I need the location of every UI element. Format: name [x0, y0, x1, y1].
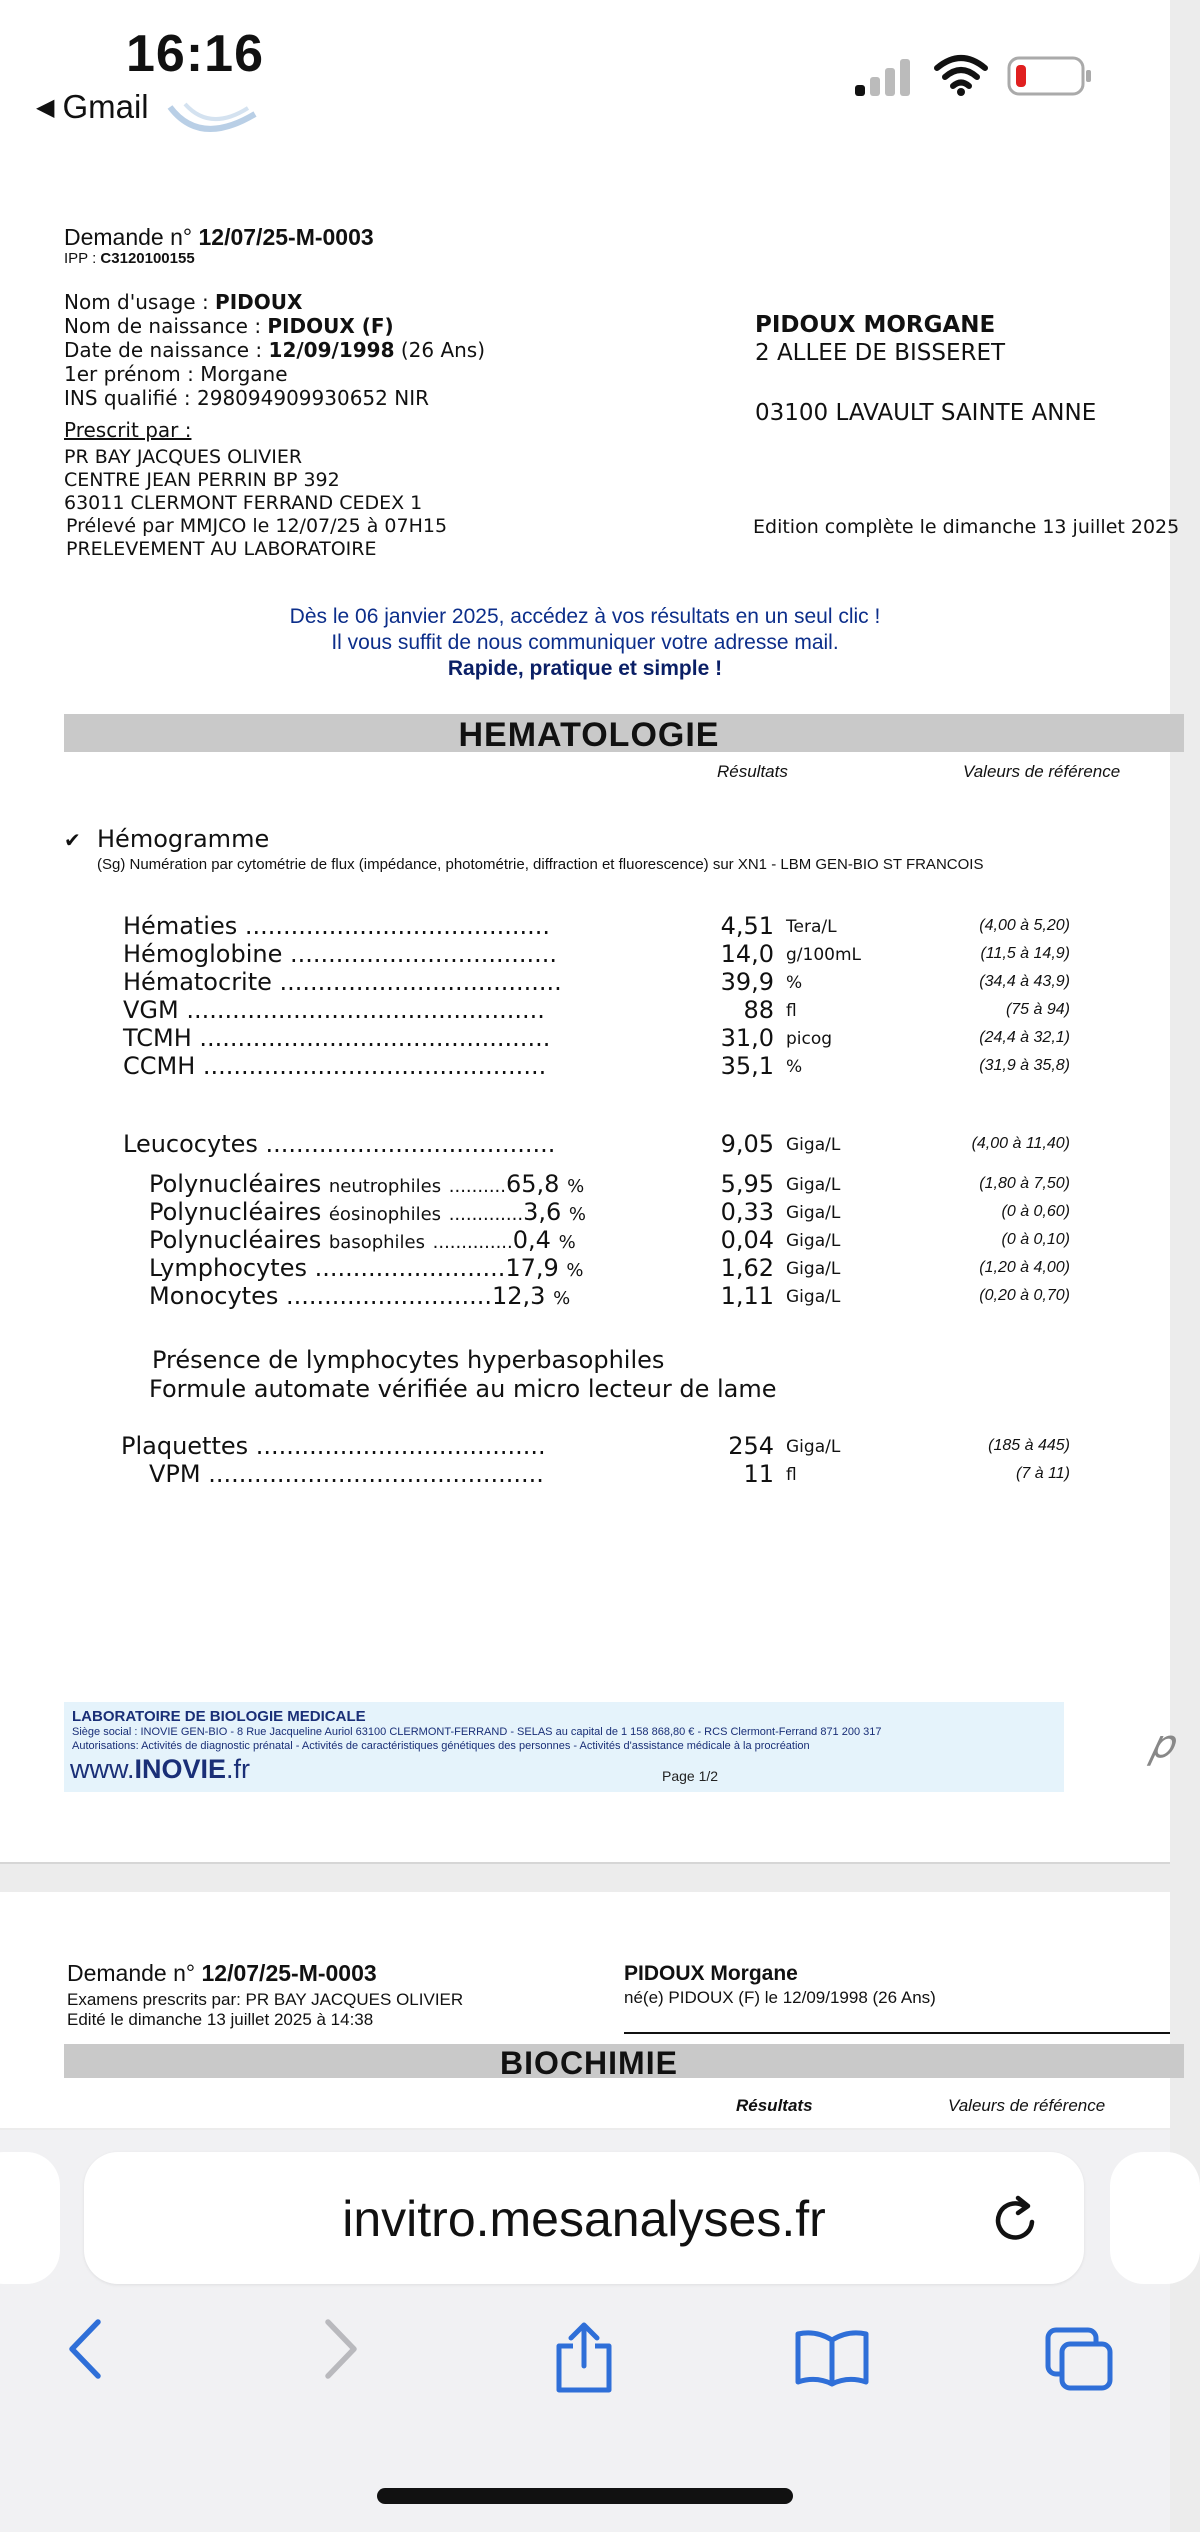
wifi-icon: [935, 54, 987, 96]
preleve-par: Prélevé par MMJCO le 12/07/25 à 07H15: [66, 515, 448, 537]
home-indicator[interactable]: [377, 2488, 793, 2504]
result-row: [0, 1024, 1170, 1052]
ipp: IPP : C3120100155: [64, 250, 195, 267]
result-unit: Giga/L: [786, 1259, 841, 1279]
column-header-reference: Valeurs de référence: [963, 762, 1121, 781]
prenom: 1er prénom : Morgane: [64, 362, 288, 386]
result-row-leucocytes: [0, 1130, 1170, 1158]
section-header-hematologie: [64, 714, 1184, 752]
result-value: 1,62: [720, 1254, 774, 1282]
result-row: [0, 996, 1170, 1024]
result-value: 11: [743, 1460, 774, 1488]
browser-toolbar: [0, 2130, 1170, 2532]
result-unit: Giga/L: [786, 1135, 841, 1155]
result-label: Hématies ........................................: [123, 912, 551, 940]
back-icon[interactable]: [64, 2316, 108, 2382]
battery-icon: [1007, 56, 1093, 96]
previous-tab-peek[interactable]: [0, 2152, 60, 2284]
result-reference: (185 à 445): [988, 1437, 1070, 1454]
result-unit: Giga/L: [786, 1203, 841, 1223]
footer-legal-line-1: Siège social : INOVIE GEN-BIO - 8 Rue Jacqueline Auriol 63100 CLERMONT-FERRAND - SELAS au capital de 1 158 868,80 € - RCS Clermont-Ferrand 871 200 317: [72, 1726, 882, 1738]
nom-naissance: Nom de naissance : PIDOUX (F): [64, 314, 394, 338]
address-bar[interactable]: [84, 2152, 1084, 2284]
back-to-gmail-button[interactable]: [36, 88, 149, 126]
comment-line-2: Formule automate vérifiée au micro lecteur de lame: [149, 1375, 777, 1403]
p2-naissance: né(e) PIDOUX (F) le 12/09/1998 (26 Ans): [624, 1988, 936, 2007]
result-value: 4,51: [720, 912, 774, 940]
lab-logo-fragment: [160, 102, 270, 162]
nom-usage: Nom d'usage : PIDOUX: [64, 290, 303, 314]
next-tab-peek[interactable]: [1110, 2152, 1200, 2284]
lab-footer: [64, 1702, 1064, 1792]
ins-qualifie: INS qualifié : 298094909930652 NIR: [64, 386, 429, 410]
page-number: Page 1/2: [662, 1768, 719, 1784]
result-row-plaquettes: [0, 1432, 1170, 1460]
checkmark-icon: ✔: [64, 830, 81, 852]
exam-method: (Sg) Numération par cytométrie de flux (impédance, photométrie, diffraction et fluorescence) sur XN1 - LBM GEN-BIO ST FRANCOIS: [97, 856, 984, 873]
address-line-1: 2 ALLEE DE BISSERET: [755, 340, 1006, 366]
back-triangle-icon: ◀: [36, 94, 55, 121]
status-time: 16:16: [126, 25, 264, 83]
result-reference: (4,00 à 11,40): [971, 1135, 1070, 1152]
reload-icon[interactable]: [988, 2192, 1044, 2248]
exam-title: Hémogramme: [97, 825, 270, 853]
result-unit: picog: [786, 1029, 833, 1049]
section-title: HEMATOLOGIE: [458, 716, 720, 754]
footer-website: www.INOVIE.fr: [70, 1754, 251, 1784]
result-row: [0, 968, 1170, 996]
p2-patient: PIDOUX Morgane: [624, 1962, 798, 1985]
demande-number: Demande n° 12/07/25-M-0003: [64, 224, 374, 250]
result-label: Plaquettes ......................................: [121, 1432, 546, 1460]
result-value: 35,1: [720, 1052, 774, 1080]
result-reference: (4,00 à 5,20): [979, 917, 1070, 934]
result-unit: Tera/L: [786, 917, 837, 937]
result-reference: (31,9 à 35,8): [979, 1057, 1070, 1074]
back-app-label: Gmail: [62, 88, 149, 125]
report-page-2: [0, 1892, 1170, 2128]
result-value: 31,0: [720, 1024, 774, 1052]
prescripteur-line-3: 63011 CLERMONT FERRAND CEDEX 1: [64, 492, 423, 514]
result-unit: g/100mL: [786, 945, 861, 965]
result-unit: Giga/L: [786, 1175, 841, 1195]
result-value: 5,95: [720, 1170, 774, 1198]
comment-line-1: Présence de lymphocytes hyperbasophiles: [152, 1346, 665, 1374]
result-label: Polynucléaires neutrophiles ..........65,8 %: [149, 1170, 585, 1198]
notice-line-1: Dès le 06 janvier 2025, accédez à vos résultats en un seul clic !: [289, 605, 881, 628]
result-row-formule: [0, 1170, 1170, 1198]
address-line-2: 03100 LAVAULT SAINTE ANNE: [755, 400, 1097, 426]
result-value: 0,04: [720, 1226, 774, 1254]
result-label: Monocytes ...........................12,3 %: [149, 1282, 571, 1310]
bookmarks-icon[interactable]: [794, 2328, 870, 2388]
column-header-results: Résultats: [717, 762, 788, 781]
result-row-formule: [0, 1198, 1170, 1226]
result-row-formule: [0, 1254, 1170, 1282]
result-label: Polynucléaires éosinophiles .............3,6 %: [149, 1198, 586, 1226]
footer-legal-line-2: Autorisations: Activités de diagnostic prénatal - Activités de caractéristiques génétiques des personnes - Activités d'assistance médicale à la procréation: [72, 1740, 810, 1752]
result-reference: (24,4 à 32,1): [979, 1029, 1070, 1046]
prelevement-lieu: PRELEVEMENT AU LABORATOIRE: [66, 538, 377, 560]
p2-section-title: BIOCHIMIE: [500, 2045, 678, 2081]
notice-line-2: Il vous suffit de nous communiquer votre adresse mail.: [331, 631, 839, 654]
result-value: 14,0: [720, 940, 774, 968]
section-header-biochimie: [64, 2044, 1184, 2081]
result-unit: %: [786, 1057, 803, 1077]
edition-date: Edition complète le dimanche 13 juillet 2025: [753, 516, 1180, 538]
result-value: 0,33: [720, 1198, 774, 1226]
result-value: 1,11: [720, 1282, 774, 1310]
result-reference: (75 à 94): [1005, 1001, 1070, 1018]
report-page-1: [0, 142, 1180, 1864]
result-reference: (0 à 0,60): [1001, 1203, 1070, 1220]
prescripteur-line-2: CENTRE JEAN PERRIN BP 392: [64, 469, 340, 491]
result-label: Hémoglobine ...................................: [123, 940, 557, 968]
footer-title: LABORATOIRE DE BIOLOGIE MEDICALE: [72, 1708, 366, 1725]
result-reference: (1,20 à 4,00): [979, 1259, 1070, 1276]
cellular-signal-icon: [853, 58, 913, 98]
date-naissance: Date de naissance : 12/09/1998 (26 Ans): [64, 338, 486, 362]
result-label: Polynucléaires basophiles ..............0,4 %: [149, 1226, 576, 1254]
result-row: [0, 912, 1170, 940]
result-row-formule: [0, 1226, 1170, 1254]
result-row-formule: [0, 1282, 1170, 1310]
result-value: 9,05: [720, 1130, 774, 1158]
result-row: [0, 940, 1170, 968]
result-unit: Giga/L: [786, 1437, 841, 1457]
result-label: Hématocrite .....................................: [123, 968, 562, 996]
forward-icon[interactable]: [318, 2316, 362, 2382]
p2-column-header-results: Résultats: [736, 2096, 813, 2115]
result-reference: (11,5 à 14,9): [980, 945, 1070, 962]
prescripteur-line-1: PR BAY JACQUES OLIVIER: [64, 446, 303, 468]
result-value: 39,9: [720, 968, 774, 996]
p2-examens: Examens prescrits par: PR BAY JACQUES OLIVIER: [67, 1990, 464, 2009]
result-label: CCMH .............................................: [123, 1052, 547, 1080]
result-label: Leucocytes ......................................: [123, 1130, 556, 1158]
result-row-vpm: [0, 1460, 1170, 1488]
p2-divider: [624, 2032, 1170, 2034]
result-unit: fl: [786, 1001, 797, 1021]
result-unit: Giga/L: [786, 1287, 841, 1307]
result-value: 254: [728, 1432, 774, 1460]
result-reference: (1,80 à 7,50): [979, 1175, 1070, 1192]
result-value: 88: [743, 996, 774, 1024]
p2-demande-number: Demande n° 12/07/25-M-0003: [67, 1960, 377, 1986]
url-text: invitro.mesanalyses.fr: [342, 2191, 826, 2247]
result-unit: fl: [786, 1465, 797, 1485]
result-row: [0, 1052, 1170, 1080]
share-icon[interactable]: [551, 2322, 617, 2394]
result-reference: (0,20 à 0,70): [979, 1287, 1070, 1304]
result-label: VPM ............................................: [149, 1460, 544, 1488]
lab-logo-edge: 𝑝: [1150, 1722, 1173, 1766]
p2-edite: Edité le dimanche 13 juillet 2025 à 14:38: [67, 2010, 374, 2029]
email-notice: [0, 604, 1170, 682]
notice-line-3: Rapide, pratique et simple !: [447, 657, 723, 680]
result-label: TCMH ..............................................: [123, 1024, 551, 1052]
prescrit-par-label: Prescrit par :: [64, 418, 192, 442]
result-reference: (7 à 11): [1016, 1465, 1070, 1482]
tabs-icon[interactable]: [1044, 2326, 1114, 2392]
result-label: Lymphocytes .........................17,9 %: [149, 1254, 584, 1282]
result-reference: (34,4 à 43,9): [979, 973, 1070, 990]
result-unit: Giga/L: [786, 1231, 841, 1251]
result-reference: (0 à 0,10): [1001, 1231, 1070, 1248]
result-unit: %: [786, 973, 803, 993]
result-label: VGM ...............................................: [123, 996, 545, 1024]
address-name: PIDOUX MORGANE: [755, 312, 996, 338]
p2-column-header-reference: Valeurs de référence: [948, 2096, 1106, 2115]
